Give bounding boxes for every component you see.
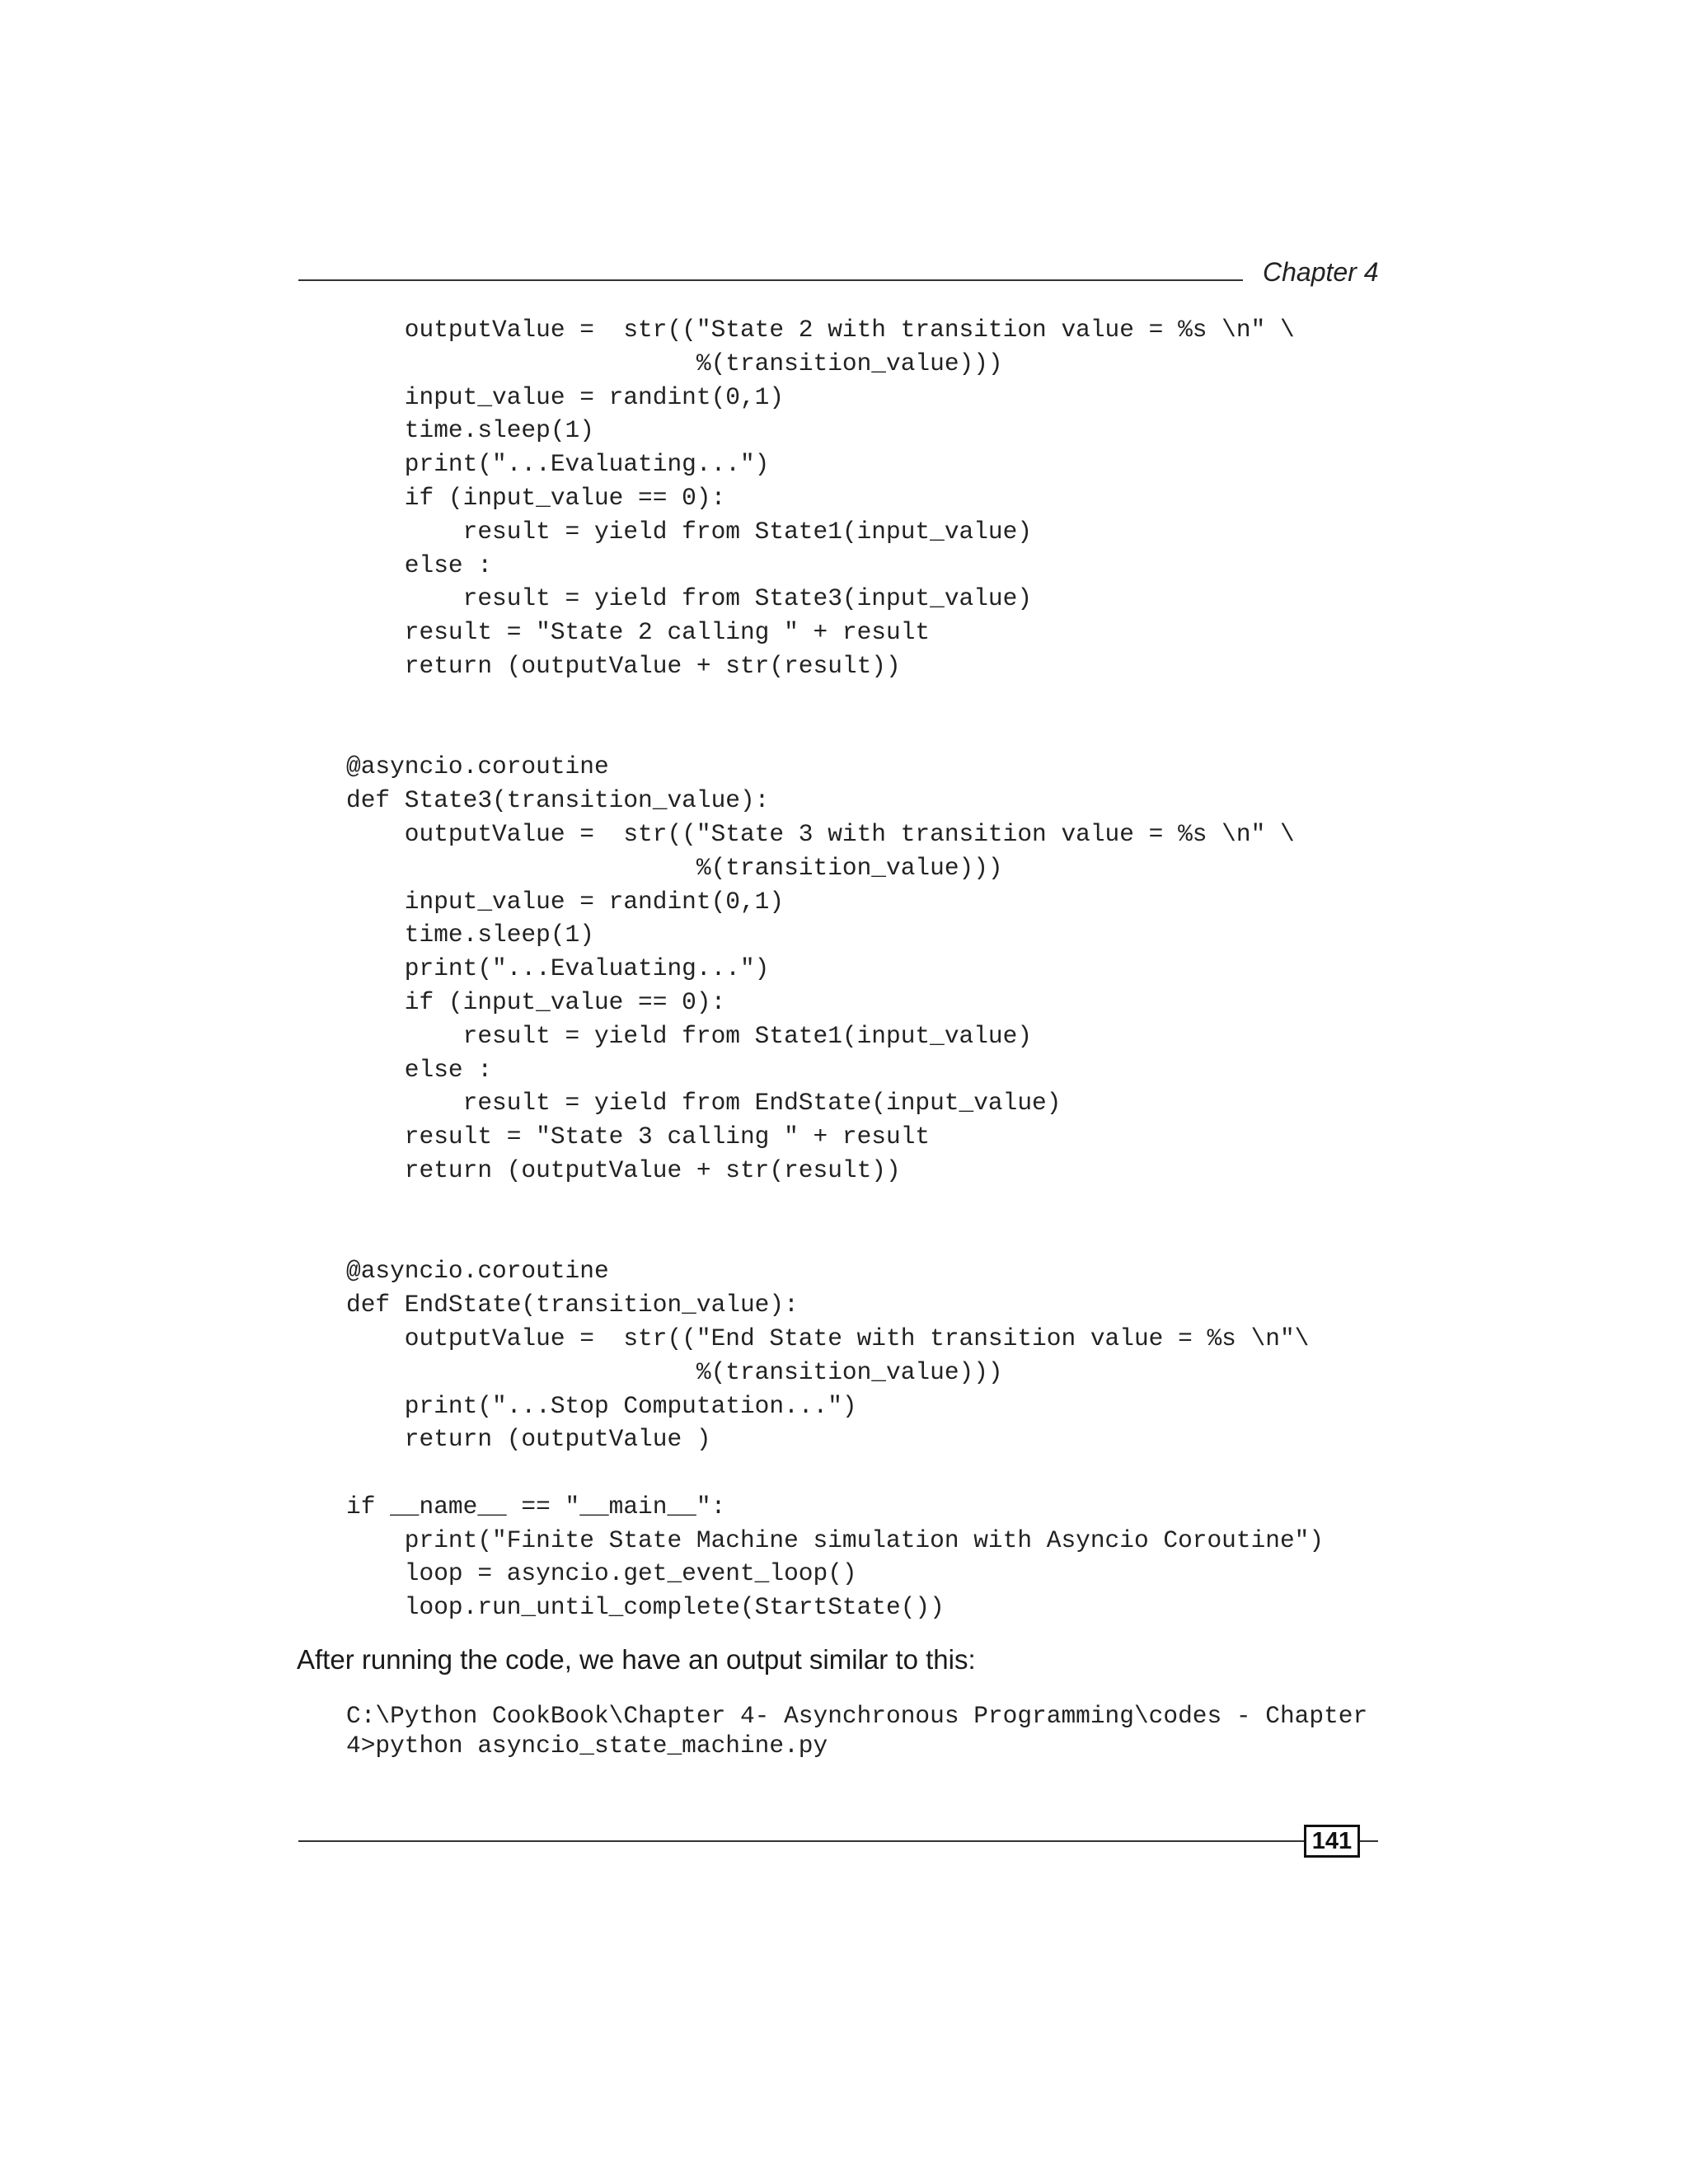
code-line: input_value = randint(0,1)	[346, 382, 785, 411]
code-line: time.sleep(1)	[346, 416, 594, 445]
code-line: if __name__ == "__main__":	[346, 1492, 726, 1521]
code-line: %(transition_value)))	[346, 853, 1003, 882]
code-line	[346, 1188, 1324, 1221]
code-line: if (input_value == 0):	[346, 483, 726, 512]
code-line: else :	[346, 1055, 493, 1084]
code-line: print("...Evaluating...")	[346, 450, 770, 479]
code-line: def EndState(transition_value):	[346, 1291, 799, 1319]
code-line: print("Finite State Machine simulation with Asyncio Coroutine")	[346, 1526, 1325, 1554]
code-line: result = yield from EndState(input_value)	[346, 1089, 1062, 1118]
code-line: result = yield from State1(input_value)	[346, 1021, 1033, 1050]
code-line: result = yield from State1(input_value)	[346, 517, 1033, 546]
code-line: result = "State 2 calling " + result	[346, 618, 931, 647]
code-line: outputValue = str(("State 3 with transition value = %s \n" \	[346, 819, 1295, 848]
code-line: C:\Python CookBook\Chapter 4- Asynchronous Programming\codes - Chapter	[346, 1702, 1368, 1730]
code-line: input_value = randint(0,1)	[346, 887, 785, 916]
code-line: loop = asyncio.get_event_loop()	[346, 1559, 857, 1588]
code-line: result = yield from State3(input_value)	[346, 584, 1033, 613]
chapter-label: Chapter 4	[1263, 257, 1379, 287]
code-block-main	[346, 313, 1324, 1624]
code-line: if (input_value == 0):	[346, 987, 726, 1016]
code-line: return (outputValue + str(result))	[346, 651, 901, 680]
body-paragraph: After running the code, we have an output similar to this:	[297, 1644, 976, 1675]
page-number: 141	[1304, 1825, 1360, 1858]
code-line	[346, 1456, 1324, 1490]
code-line: @asyncio.coroutine	[346, 1257, 609, 1286]
code-line: %(transition_value)))	[346, 349, 1003, 377]
code-line: return (outputValue + str(result))	[346, 1155, 901, 1184]
code-line	[346, 1221, 1324, 1255]
code-line	[346, 717, 1324, 751]
footer-rule	[298, 1840, 1378, 1842]
header-rule	[298, 279, 1243, 281]
code-line: print("...Stop Computation...")	[346, 1391, 857, 1420]
code-line: return (outputValue )	[346, 1425, 711, 1454]
code-line: @asyncio.coroutine	[346, 752, 609, 781]
code-line: result = "State 3 calling " + result	[346, 1122, 931, 1151]
code-line: outputValue = str(("State 2 with transition value = %s \n" \	[346, 316, 1295, 344]
code-line	[346, 683, 1324, 717]
code-line: outputValue = str(("End State with transition value = %s \n"\	[346, 1324, 1310, 1352]
code-line: time.sleep(1)	[346, 921, 594, 949]
code-line: else :	[346, 551, 493, 579]
code-line: loop.run_until_complete(StartState())	[346, 1593, 945, 1622]
code-line: %(transition_value)))	[346, 1357, 1003, 1386]
code-line: def State3(transition_value):	[346, 786, 770, 815]
code-block-output	[346, 1701, 1367, 1760]
code-line: print("...Evaluating...")	[346, 954, 770, 983]
code-line: 4>python asyncio_state_machine.py	[346, 1732, 828, 1760]
